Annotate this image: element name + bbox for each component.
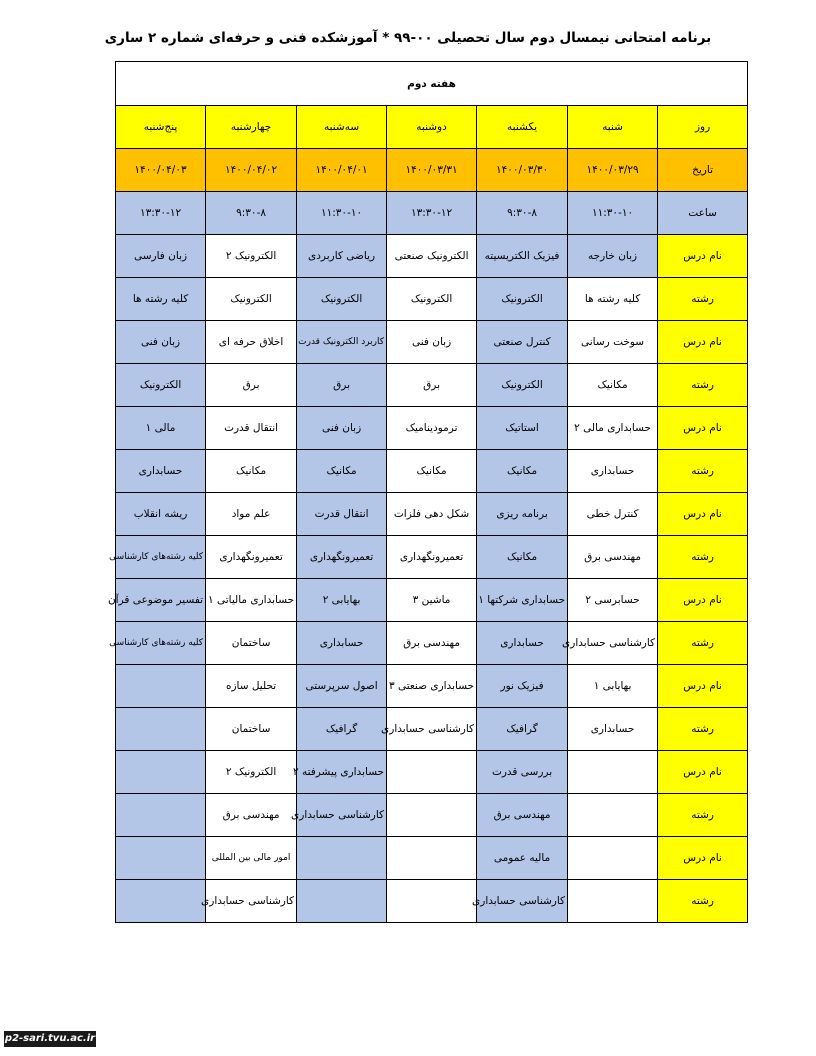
course-name-cell: کاربرد الکترونیک قدرت bbox=[297, 321, 387, 364]
date-cell: ۱۴۰۰/۰۴/۰۱ bbox=[297, 149, 387, 192]
field-name-cell bbox=[116, 794, 206, 837]
course-name-cell: تفسیر موضوعی قرآن bbox=[116, 579, 206, 622]
row-label-course: نام درس bbox=[658, 493, 748, 536]
row-label-course: نام درس bbox=[658, 321, 748, 364]
time-cell: ۱۳:۳۰-۱۲ bbox=[387, 192, 477, 235]
field-row bbox=[116, 708, 748, 751]
field-row bbox=[116, 278, 748, 321]
course-name-cell: کنترل صنعتی bbox=[477, 321, 568, 364]
field-name-cell: ساختمان bbox=[206, 708, 297, 751]
course-name-cell: حسابداری شرکتها ۱ bbox=[477, 579, 568, 622]
field-row bbox=[116, 364, 748, 407]
time-row bbox=[116, 192, 748, 235]
document-title: برنامه امتحانی نیمسال دوم سال تحصیلی ۰۰-۹۹ * آموزشکده فنی و حرفه‌ای شماره ۲ ساری bbox=[104, 30, 712, 46]
field-name-cell: کارشناسی حسابداری bbox=[477, 880, 568, 923]
course-name-cell: ترمودینامیک bbox=[387, 407, 477, 450]
day-thursday: پنج‌شنبه bbox=[116, 106, 206, 149]
field-name-cell: حسابداری bbox=[297, 622, 387, 665]
field-name-cell: الکترونیک bbox=[477, 364, 568, 407]
row-label-field: رشته bbox=[658, 450, 748, 493]
course-name-cell: بهایابی ۲ bbox=[297, 579, 387, 622]
course-name-cell: امور مالی بین المللی bbox=[206, 837, 297, 880]
course-name-cell: انتقال قدرت bbox=[297, 493, 387, 536]
course-name-cell: بررسی قدرت bbox=[477, 751, 568, 794]
field-name-cell: کلیه رشته‌های کارشناسی bbox=[116, 536, 206, 579]
course-name-cell: ریاضی کاربردی bbox=[297, 235, 387, 278]
course-name-cell: الکترونیک ۲ bbox=[206, 235, 297, 278]
row-label-course: نام درس bbox=[658, 579, 748, 622]
row-label-field: رشته bbox=[658, 708, 748, 751]
course-name-cell: برنامه ریزی bbox=[477, 493, 568, 536]
field-name-cell: مهندسی برق bbox=[477, 794, 568, 837]
course-row bbox=[116, 321, 748, 364]
row-label-field: رشته bbox=[658, 364, 748, 407]
row-label-time: ساعت bbox=[658, 192, 748, 235]
field-name-cell: الکترونیک bbox=[297, 278, 387, 321]
row-label-course: نام درس bbox=[658, 235, 748, 278]
row-label-course: نام درس bbox=[658, 407, 748, 450]
date-cell: ۱۴۰۰/۰۴/۰۲ bbox=[206, 149, 297, 192]
field-name-cell: مکانیک bbox=[297, 450, 387, 493]
date-cell: ۱۴۰۰/۰۴/۰۳ bbox=[116, 149, 206, 192]
field-name-cell: الکترونیک bbox=[116, 364, 206, 407]
course-name-cell: فیزیک نور bbox=[477, 665, 568, 708]
course-name-cell: حسابداری صنعتی ۳ bbox=[387, 665, 477, 708]
course-name-cell: اصول سرپرستی bbox=[297, 665, 387, 708]
course-name-cell: ماشین ۳ bbox=[387, 579, 477, 622]
field-name-cell: تعمیرونگهداری bbox=[297, 536, 387, 579]
course-name-cell bbox=[387, 837, 477, 880]
field-name-cell: کلیه رشته‌های کارشناسی bbox=[116, 622, 206, 665]
day-saturday: شنبه bbox=[568, 106, 658, 149]
course-name-cell: علم مواد bbox=[206, 493, 297, 536]
time-cell: ۹:۳۰-۸ bbox=[477, 192, 568, 235]
time-cell: ۱۱:۳۰-۱۰ bbox=[568, 192, 658, 235]
field-name-cell: مهندسی برق bbox=[387, 622, 477, 665]
field-name-cell: مکانیک bbox=[477, 450, 568, 493]
course-name-cell: حسابداری مالی ۲ bbox=[568, 407, 658, 450]
week-title: هفته دوم bbox=[116, 62, 748, 106]
field-name-cell: حسابداری bbox=[568, 450, 658, 493]
course-row bbox=[116, 407, 748, 450]
field-name-cell: گرافیک bbox=[477, 708, 568, 751]
field-name-cell: حسابداری bbox=[116, 450, 206, 493]
field-row bbox=[116, 622, 748, 665]
row-label-field: رشته bbox=[658, 622, 748, 665]
row-label-course: نام درس bbox=[658, 665, 748, 708]
field-name-cell: کلیه رشته ها bbox=[568, 278, 658, 321]
course-name-cell: زبان فنی bbox=[387, 321, 477, 364]
course-name-cell: فیزیک الکتریسیته bbox=[477, 235, 568, 278]
field-name-cell: برق bbox=[206, 364, 297, 407]
field-name-cell: الکترونیک bbox=[477, 278, 568, 321]
row-label-date: تاریخ bbox=[658, 149, 748, 192]
field-name-cell: مکانیک bbox=[206, 450, 297, 493]
field-row bbox=[116, 880, 748, 923]
field-name-cell: مکانیک bbox=[387, 450, 477, 493]
course-name-cell: زبان فارسی bbox=[116, 235, 206, 278]
course-row bbox=[116, 665, 748, 708]
course-name-cell: شکل دهی فلزات bbox=[387, 493, 477, 536]
day-sunday: یکشنبه bbox=[477, 106, 568, 149]
field-name-cell: مهندسی برق bbox=[568, 536, 658, 579]
field-name-cell: برق bbox=[297, 364, 387, 407]
day-wednesday: چهارشنبه bbox=[206, 106, 297, 149]
row-label-field: رشته bbox=[658, 278, 748, 321]
field-name-cell: کارشناسی حسابداری bbox=[206, 880, 297, 923]
field-name-cell: کارشناسی حسابداری bbox=[297, 794, 387, 837]
course-row bbox=[116, 493, 748, 536]
course-name-cell: الکترونیک صنعتی bbox=[387, 235, 477, 278]
date-cell: ۱۴۰۰/۰۳/۲۹ bbox=[568, 149, 658, 192]
course-row bbox=[116, 837, 748, 880]
date-cell: ۱۴۰۰/۰۳/۳۰ bbox=[477, 149, 568, 192]
course-name-cell bbox=[387, 751, 477, 794]
course-name-cell: استاتیک bbox=[477, 407, 568, 450]
exam-schedule-table bbox=[107, 61, 748, 923]
course-name-cell: زبان خارجه bbox=[568, 235, 658, 278]
course-name-cell: مالی ۱ bbox=[116, 407, 206, 450]
field-name-cell: تعمیرونگهداری bbox=[206, 536, 297, 579]
row-label-course: نام درس bbox=[658, 837, 748, 880]
time-cell: ۱۱:۳۰-۱۰ bbox=[297, 192, 387, 235]
course-name-cell bbox=[116, 837, 206, 880]
course-name-cell: زبان فنی bbox=[297, 407, 387, 450]
field-name-cell bbox=[116, 708, 206, 751]
field-name-cell bbox=[387, 880, 477, 923]
course-name-cell: حسابرسی ۲ bbox=[568, 579, 658, 622]
field-name-cell: مکانیک bbox=[568, 364, 658, 407]
course-name-cell: سوخت رسانی bbox=[568, 321, 658, 364]
course-name-cell bbox=[568, 837, 658, 880]
week-header-row bbox=[116, 62, 748, 106]
field-name-cell: حسابداری bbox=[477, 622, 568, 665]
course-name-cell: تحلیل سازه bbox=[206, 665, 297, 708]
course-row bbox=[116, 751, 748, 794]
row-label-field: رشته bbox=[658, 536, 748, 579]
field-row bbox=[116, 450, 748, 493]
field-name-cell bbox=[116, 880, 206, 923]
course-name-cell: انتقال قدرت bbox=[206, 407, 297, 450]
row-label-field: رشته bbox=[658, 794, 748, 837]
date-row bbox=[116, 149, 748, 192]
field-name-cell bbox=[568, 794, 658, 837]
field-name-cell: الکترونیک bbox=[206, 278, 297, 321]
course-name-cell: بهایابی ۱ bbox=[568, 665, 658, 708]
course-name-cell: زبان فنی bbox=[116, 321, 206, 364]
field-name-cell: کارشناسی حسابداری bbox=[387, 708, 477, 751]
course-name-cell bbox=[116, 665, 206, 708]
course-name-cell: حسابداری مالیاتی ۱ bbox=[206, 579, 297, 622]
field-name-cell: تعمیرونگهداری bbox=[387, 536, 477, 579]
course-name-cell: الکترونیک ۲ bbox=[206, 751, 297, 794]
field-name-cell: کارشناسی حسابداری bbox=[568, 622, 658, 665]
course-name-cell: حسابداری پیشرفته ۲ bbox=[297, 751, 387, 794]
time-cell: ۹:۳۰-۸ bbox=[206, 192, 297, 235]
field-row bbox=[116, 536, 748, 579]
field-name-cell: برق bbox=[387, 364, 477, 407]
field-name-cell: ساختمان bbox=[206, 622, 297, 665]
field-row bbox=[116, 794, 748, 837]
course-name-cell bbox=[568, 751, 658, 794]
course-name-cell: ریشه انقلاب bbox=[116, 493, 206, 536]
course-name-cell bbox=[116, 751, 206, 794]
row-label-field: رشته bbox=[658, 880, 748, 923]
field-name-cell bbox=[297, 880, 387, 923]
field-name-cell: حسابداری bbox=[568, 708, 658, 751]
day-header-row bbox=[116, 106, 748, 149]
day-monday: دوشنبه bbox=[387, 106, 477, 149]
course-name-cell: مالیه عمومی bbox=[477, 837, 568, 880]
field-name-cell: مهندسی برق bbox=[206, 794, 297, 837]
site-watermark: p2-sari.tvu.ac.ir bbox=[4, 1031, 96, 1047]
day-tuesday: سه‌شنبه bbox=[297, 106, 387, 149]
date-cell: ۱۴۰۰/۰۳/۳۱ bbox=[387, 149, 477, 192]
field-name-cell: مکانیک bbox=[477, 536, 568, 579]
field-name-cell bbox=[568, 880, 658, 923]
course-row bbox=[116, 235, 748, 278]
row-label-course: نام درس bbox=[658, 751, 748, 794]
course-name-cell: کنترل خطی bbox=[568, 493, 658, 536]
field-name-cell: کلیه رشته ها bbox=[116, 278, 206, 321]
course-name-cell: اخلاق حرفه ای bbox=[206, 321, 297, 364]
field-name-cell: الکترونیک bbox=[387, 278, 477, 321]
row-label-day: روز bbox=[658, 106, 748, 149]
time-cell: ۱۳:۳۰-۱۲ bbox=[116, 192, 206, 235]
course-name-cell bbox=[297, 837, 387, 880]
field-name-cell: گرافیک bbox=[297, 708, 387, 751]
field-name-cell bbox=[387, 794, 477, 837]
course-row bbox=[116, 579, 748, 622]
